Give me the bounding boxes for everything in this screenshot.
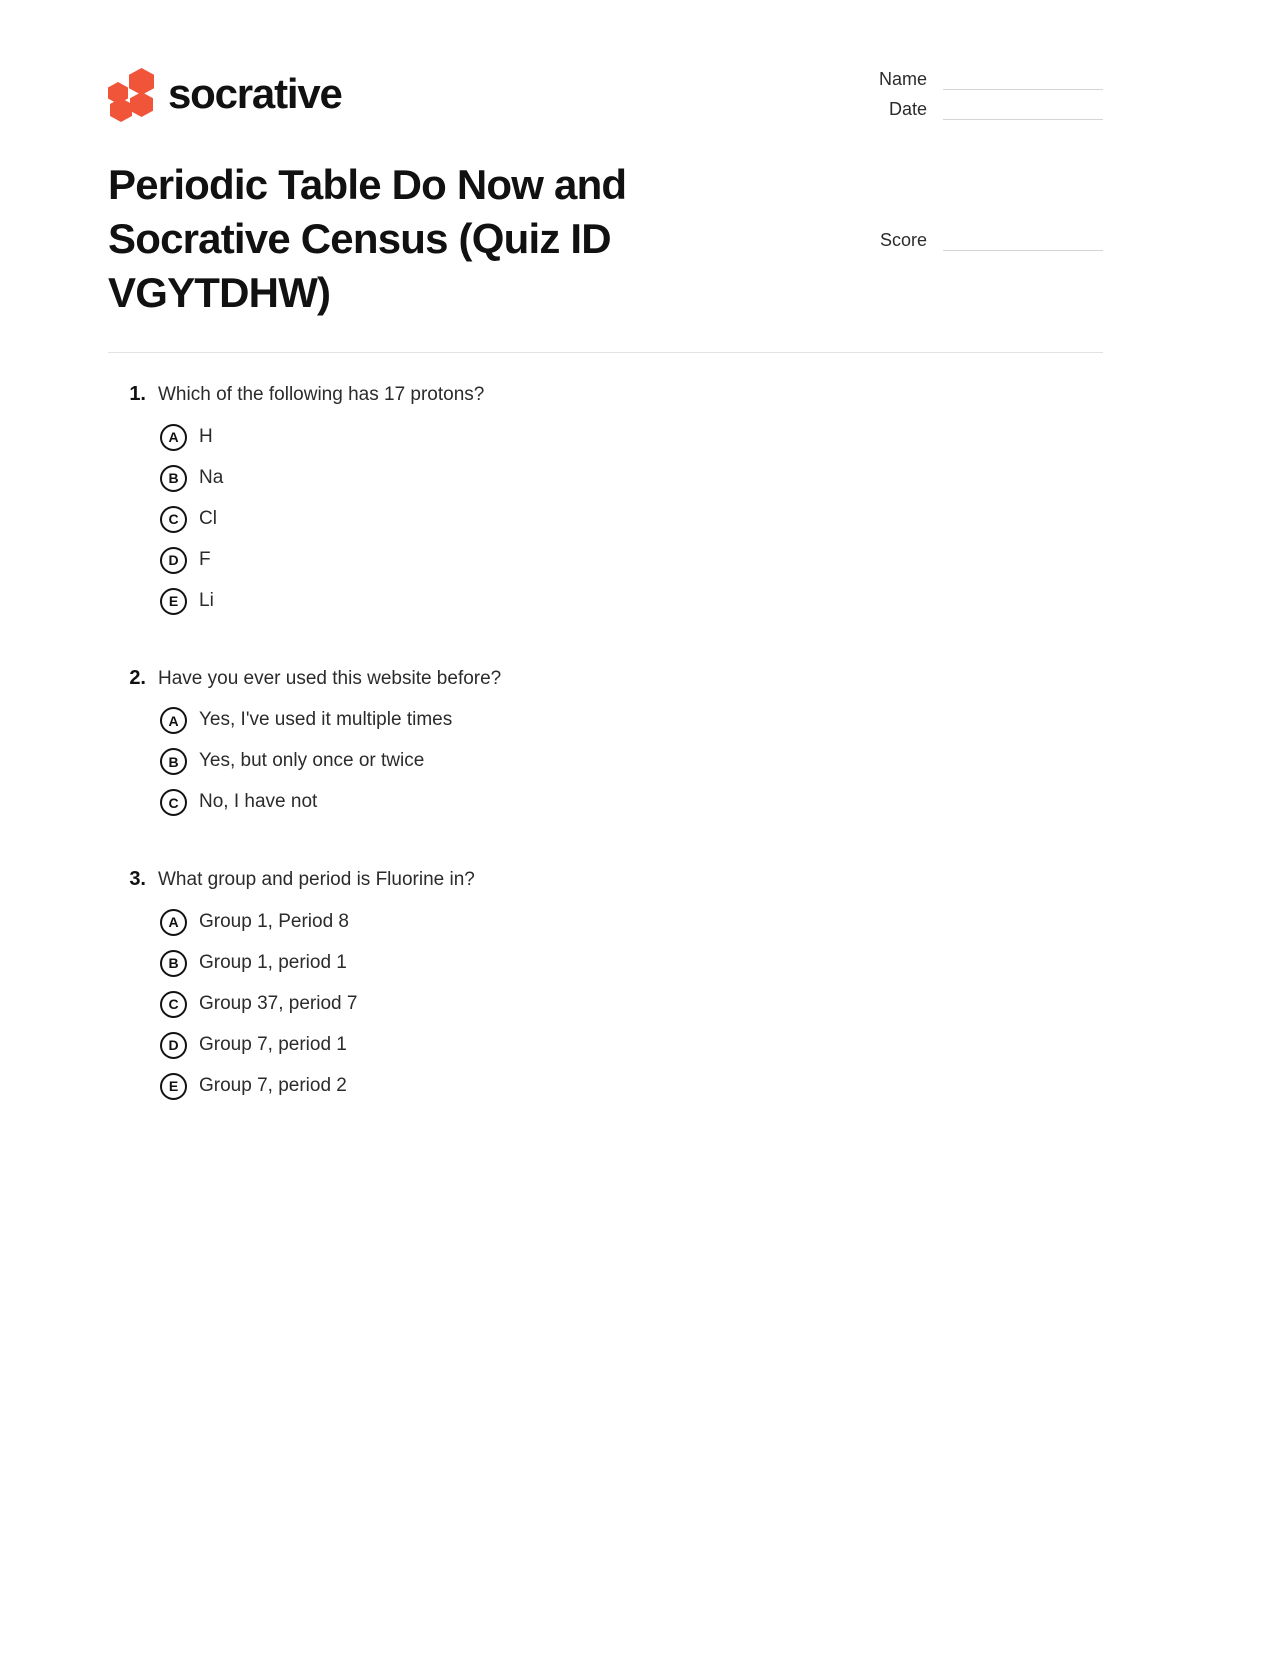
score-field-input[interactable]	[943, 228, 1103, 251]
hexagon-shape	[110, 98, 132, 122]
question-number: 1.	[129, 383, 146, 405]
answer-choice-text: Na	[199, 466, 224, 488]
question-block	[108, 382, 1103, 622]
question-header	[108, 382, 1103, 408]
answer-bubble[interactable]: E	[160, 1073, 187, 1100]
answer-bubble[interactable]: E	[160, 588, 187, 615]
answer-bubble[interactable]: A	[160, 707, 187, 734]
answer-choice-text: No, I have not	[199, 791, 318, 813]
score-field-label: Score	[879, 230, 927, 250]
answer-choice[interactable]	[108, 782, 1103, 823]
answer-choice[interactable]	[108, 902, 1103, 943]
answer-bubble[interactable]: C	[160, 789, 187, 816]
answer-choice-text: Group 7, period 1	[199, 1034, 347, 1056]
socrative-hexagon-logo-icon	[108, 68, 154, 120]
answer-bubble[interactable]: B	[160, 950, 187, 977]
answer-choice[interactable]	[108, 700, 1103, 741]
answer-choice[interactable]	[108, 540, 1103, 581]
answer-choice-text: Yes, I've used it multiple times	[199, 709, 453, 731]
question-header	[108, 867, 1103, 893]
answer-bubble[interactable]: B	[160, 748, 187, 775]
header-divider	[108, 352, 1103, 353]
answer-choice[interactable]	[108, 1066, 1103, 1107]
question-header	[108, 666, 1103, 692]
name-field-input[interactable]	[943, 67, 1103, 90]
answer-choice[interactable]	[108, 499, 1103, 540]
name-field-label: Name	[878, 69, 927, 89]
question-block	[108, 867, 1103, 1107]
name-field-row	[803, 60, 1103, 90]
questions-list	[108, 382, 1103, 1151]
answer-choice[interactable]	[108, 581, 1103, 622]
answer-bubble[interactable]: C	[160, 991, 187, 1018]
page-title: Periodic Table Do Now and Socrative Census (Quiz ID VGYTDHW)	[108, 161, 627, 316]
answer-choice-text: H	[199, 425, 213, 447]
question-text: Have you ever used this website before?	[158, 667, 502, 689]
date-field-row	[803, 90, 1103, 120]
hexagon-shape	[129, 68, 154, 95]
student-info-fields	[803, 60, 1103, 120]
answer-choice-text: Group 37, period 7	[199, 993, 358, 1015]
answer-bubble[interactable]: C	[160, 506, 187, 533]
answer-choice[interactable]	[108, 984, 1103, 1025]
answer-choice-text: Li	[199, 589, 214, 611]
answer-choice-text: Group 1, Period 8	[199, 911, 349, 933]
answer-choice[interactable]	[108, 1025, 1103, 1066]
answer-bubble[interactable]: D	[160, 547, 187, 574]
date-field-label: Date	[888, 99, 927, 119]
answer-choice-text: Cl	[199, 507, 217, 529]
title-area	[108, 158, 1103, 319]
answer-bubble[interactable]: A	[160, 909, 187, 936]
answer-choice[interactable]	[108, 458, 1103, 499]
socrative-brand	[108, 68, 342, 120]
question-number: 3.	[129, 868, 146, 891]
answer-choice-text: Group 7, period 2	[199, 1075, 347, 1097]
question-text: What group and period is Fluorine in?	[158, 869, 475, 891]
answer-choice[interactable]	[108, 943, 1103, 984]
answer-bubble[interactable]: B	[160, 465, 187, 492]
page-header	[108, 60, 1103, 150]
answer-bubble[interactable]: A	[160, 424, 187, 451]
date-field-input[interactable]	[943, 97, 1103, 120]
brand-name: socrative	[168, 70, 342, 117]
question-number: 2.	[129, 666, 146, 689]
answer-choice-text: F	[199, 548, 211, 570]
answer-choice[interactable]	[108, 417, 1103, 458]
answer-choice[interactable]	[108, 741, 1103, 782]
question-block	[108, 666, 1103, 824]
score-field-row	[803, 228, 1103, 251]
answer-choice-text: Yes, but only once or twice	[199, 750, 425, 772]
question-text: Which of the following has 17 protons?	[158, 384, 485, 405]
answer-choice-text: Group 1, period 1	[199, 952, 347, 974]
hexagon-shape	[130, 92, 153, 117]
answer-bubble[interactable]: D	[160, 1032, 187, 1059]
